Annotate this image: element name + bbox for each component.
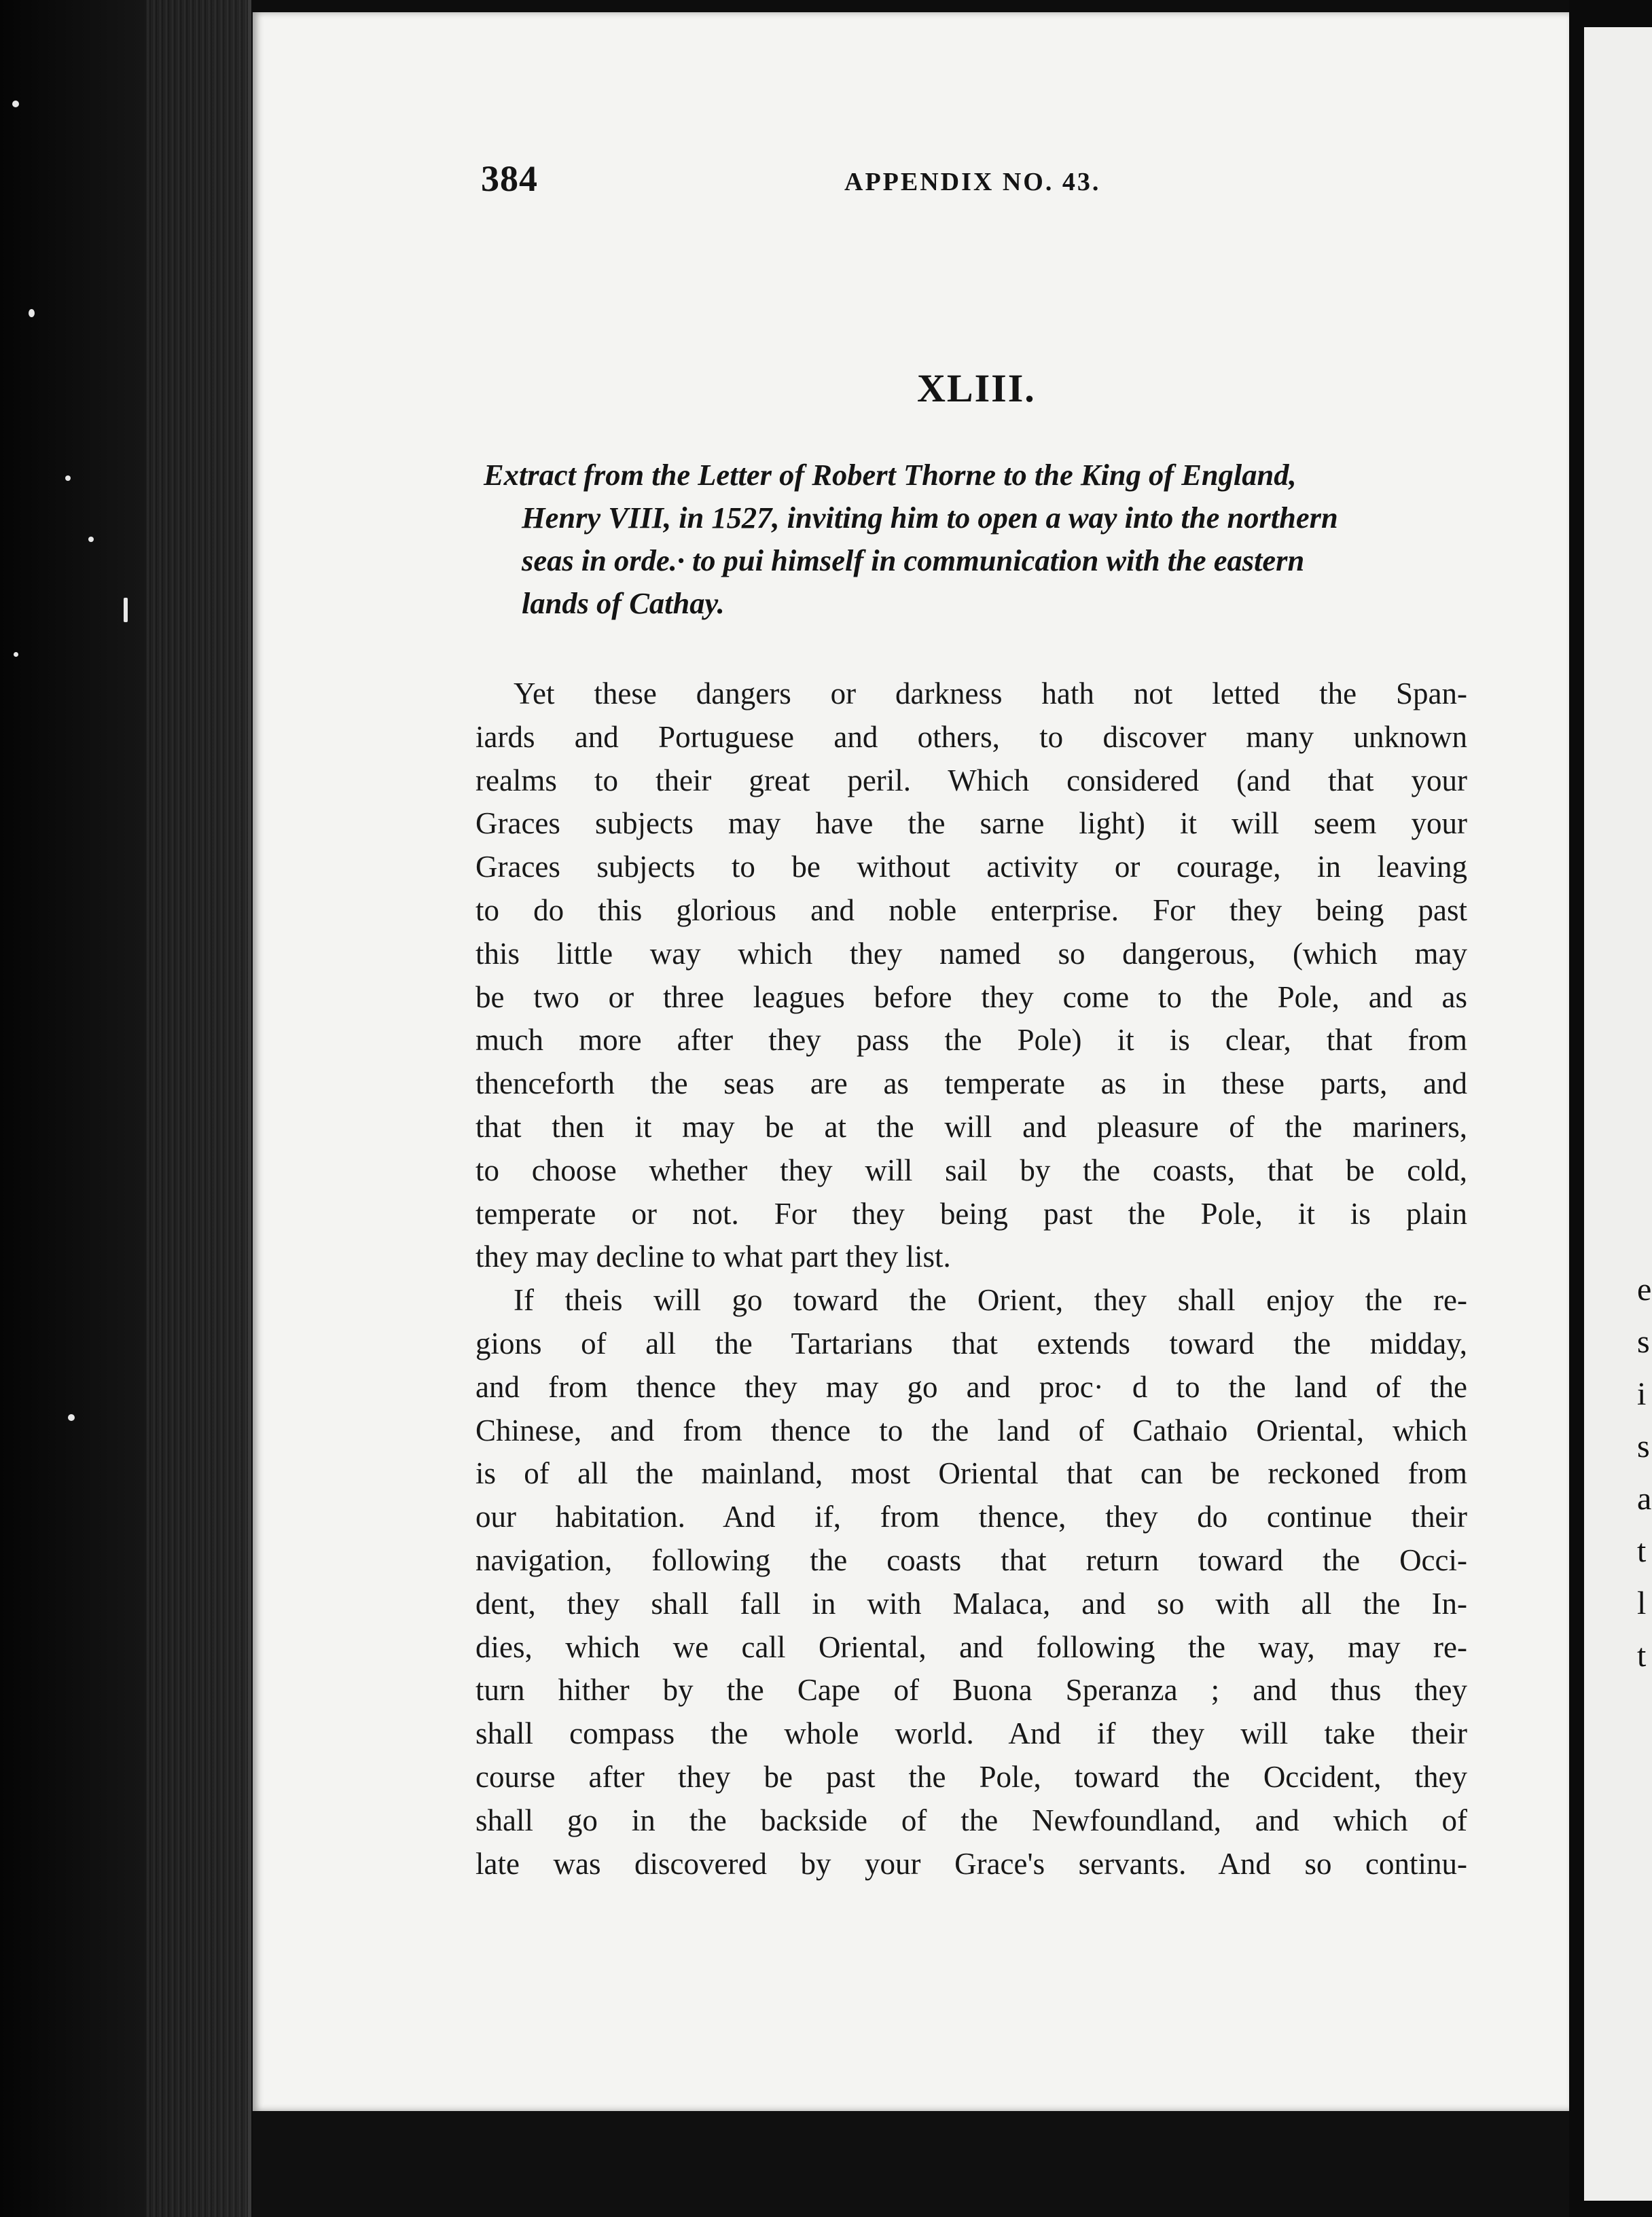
text-line: late was discovered by your Grace's servants. And so continu- bbox=[475, 1846, 1467, 1881]
facing-page-edge bbox=[1584, 27, 1652, 2201]
heading-line: seas in orde.· to pui himself in communication with the eastern bbox=[522, 543, 1305, 577]
paragraph-2 bbox=[475, 1279, 1467, 1886]
text-line: iards and Portuguese and others, to discover many unknown bbox=[475, 719, 1467, 754]
book-binding-edge bbox=[146, 0, 248, 2217]
dust-speck bbox=[88, 537, 94, 542]
text-line: they may decline to what part they list. bbox=[475, 1240, 951, 1274]
dust-speck bbox=[68, 1414, 75, 1421]
text-line: Graces subjects may have the sarne light) it will seem your bbox=[475, 806, 1467, 841]
text-line: Yet these dangers or darkness hath not letted the Span- bbox=[514, 677, 1467, 710]
body-text bbox=[475, 672, 1467, 1886]
bottom-shadow bbox=[253, 2111, 1569, 2217]
text-line: to choose whether they will sail by the coasts, that be cold, bbox=[475, 1153, 1467, 1187]
text-line: this little way which they named so dangerous, (which may bbox=[475, 936, 1467, 971]
text-line: navigation, following the coasts that return toward the Occi- bbox=[475, 1543, 1467, 1577]
dust-speck bbox=[29, 309, 35, 317]
text-line: turn hither by the Cape of Buona Speranza ; and thus they bbox=[475, 1673, 1467, 1708]
facing-page-text-fragments: e s i s a t l t bbox=[1637, 1272, 1652, 1674]
heading-line: lands of Cathay. bbox=[522, 586, 725, 620]
text-line: be two or three leagues before they come to the Pole, and as bbox=[475, 979, 1467, 1014]
paragraph-1 bbox=[475, 672, 1467, 1279]
text-line: dies, which we call Oriental, and following the way, may re- bbox=[475, 1629, 1467, 1664]
dust-speck bbox=[124, 598, 128, 622]
running-title: APPENDIX NO. 43. bbox=[844, 168, 1101, 196]
text-line: temperate or not. For they being past the Pole, it is plain bbox=[475, 1196, 1467, 1231]
dust-speck bbox=[14, 652, 18, 657]
text-line: to do this glorious and noble enterprise. For they being past bbox=[475, 893, 1467, 927]
dust-speck bbox=[12, 101, 19, 107]
text-line: gions of all the Tartarians that extends toward the midday, bbox=[475, 1326, 1467, 1360]
text-line: dent, they shall fall in with Malaca, and so with all the In- bbox=[475, 1586, 1467, 1621]
text-line: course after they be past the Pole, toward the Occident, they bbox=[475, 1759, 1467, 1794]
text-line: is of all the mainland, most Oriental that can be reckoned from bbox=[475, 1456, 1467, 1491]
page-number: 384 bbox=[481, 158, 538, 199]
heading-line: Henry VIII, in 1527, inviting him to open a way into the northern bbox=[522, 501, 1338, 535]
text-line: realms to their great peril. Which considered (and that your bbox=[475, 763, 1467, 797]
text-line: shall go in the backside of the Newfoundland, and which of bbox=[475, 1803, 1467, 1837]
text-line: much more after they pass the Pole) it is clear, that from bbox=[475, 1023, 1467, 1058]
text-line: thenceforth the seas are as temperate as in these parts, and bbox=[475, 1066, 1467, 1101]
section-number: XLIII. bbox=[917, 366, 1036, 410]
text-line: that then it may be at the will and pleasure of the mariners, bbox=[475, 1109, 1467, 1144]
extract-heading bbox=[484, 454, 1469, 625]
text-line: our habitation. And if, from thence, they do continue their bbox=[475, 1500, 1467, 1534]
heading-line: Extract from the Letter of Robert Thorne to the King of England, bbox=[484, 458, 1297, 492]
text-line: If theis will go toward the Orient, they shall enjoy the re- bbox=[514, 1283, 1467, 1318]
text-line: shall compass the whole world. And if they will take their bbox=[475, 1716, 1467, 1751]
text-line: Graces subjects to be without activity or courage, in leaving bbox=[475, 850, 1467, 884]
dust-speck bbox=[65, 475, 71, 481]
text-line: and from thence they may go and proc· d to the land of the bbox=[475, 1369, 1467, 1404]
text-line: Chinese, and from thence to the land of Cathaio Oriental, which bbox=[475, 1413, 1467, 1447]
